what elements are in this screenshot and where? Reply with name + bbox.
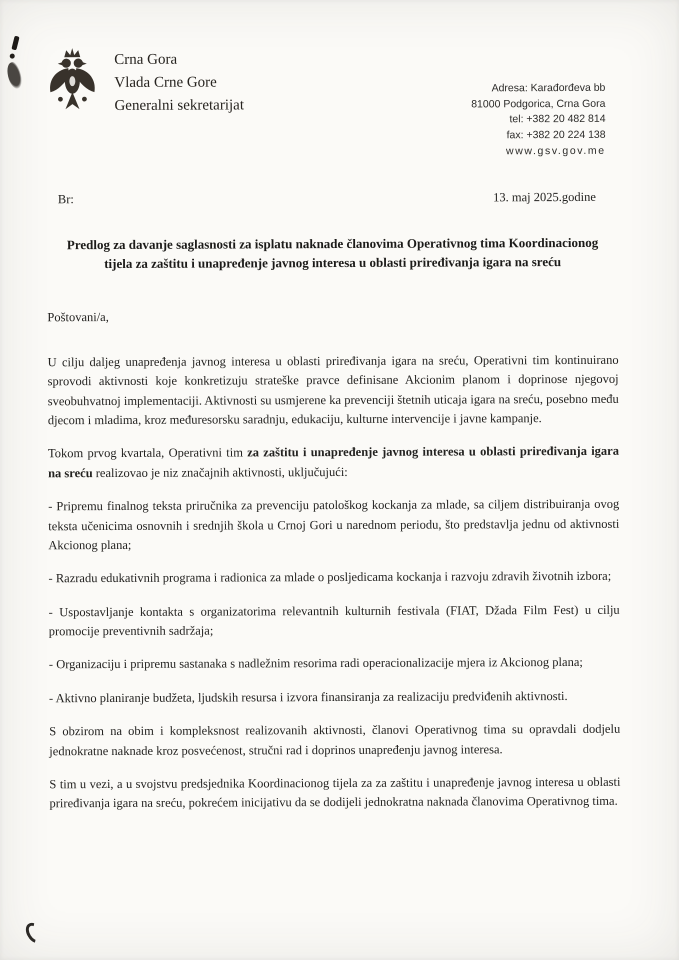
paragraph-intro: U cilju daljeg unapređenja javnog interesa u oblasti priređivanja igara na sreću, Operativni tim kontinuirano sprovodi aktivnosti koje konkretizuju strateške pravce definisane Akcionim planom i doprinose njegovoj sveobuhvatnoj implementaciji. Aktivnosti su usmjerene ka prevenciji štetnih uticaja igara na sreću, posebno među djecom i mladima, kroz međuresorsku saradnju, edukaciju, kulturne intervencije i javne kampanje. <box>47 352 619 428</box>
org-country: Crna Gora <box>114 51 178 68</box>
contact-tel: tel: +382 20 482 814 <box>509 112 606 126</box>
document-date: 13. maj 2025.godine <box>493 189 596 204</box>
contact-fax: fax: +382 20 224 138 <box>506 128 606 141</box>
list-item-handbook: - Pripremu finalnog teksta priručnika za prevenciju patološkog kockanja za mlade, sa ciljem distribuiranja ovog teksta učenicima osnovnih i srednjih škola u Crnoj Gori u narednom periodu, što predstavlja jednu od aktivnosti Akcionog plana; <box>48 496 620 553</box>
letter-body <box>47 305 620 814</box>
paragraph-activities-tail: realizovao je niz značajnih aktivnosti, uključujući: <box>92 464 348 480</box>
double-headed-eagle-icon <box>46 47 98 121</box>
paragraph-activities <box>48 442 619 483</box>
letterhead <box>46 45 617 162</box>
org-government: Vlada Crne Gore <box>114 74 217 91</box>
contact-address: Adresa: Karađorđeva bb <box>491 81 606 95</box>
paragraph-initiative: S tim u vezi, a u svojstvu predsjednika Koordinacionog tijela za za zaštitu i unapređenje javnog interesa u oblasti priređivanja igara na sreću, pokrećem inicijativu da se dodijeli jednokratna naknada članovima Operativnog tima. <box>49 774 621 811</box>
list-item-festivals: - Uspostavljanje kontakta s organizatorima relevantnih kulturnih festivala (FIAT, Džada Film Fest) u cilju promocije preventivnih sadržaja; <box>48 602 620 639</box>
reference-number-label: Br: <box>57 191 74 206</box>
org-block <box>114 46 244 118</box>
salutation: Poštovani/a, <box>47 309 109 324</box>
paragraph-justification: S obzirom na obim i kompleksnost realizovanih aktivnosti, članovi Operativnog tima su opravdali dodjelu jednokratne naknade kroz posvećenost, stručni rad i doprinos unapređenju javnog interesa. <box>49 721 621 758</box>
reference-row <box>47 189 618 206</box>
paragraph-activities-bold: za zaštitu i unapređenje javnog interesa u oblasti priređivanja igara na sreću <box>48 444 620 481</box>
document-title: Predlog za davanje saglasnosti za isplatu naknade članovima Operativnog tima Koordinacionog tijela za zaštitu i unapređenje javnog interesa u oblasti priređivanja igara na sreću <box>66 234 599 272</box>
contact-website: www.gsv.gov.me <box>506 144 606 158</box>
list-item-meetings: - Organizaciju i pripremu sastanaka s nadležnim resorima radi operacionalizacije mjera iz Akcionog plana; <box>48 655 583 672</box>
scan-artifact <box>22 920 46 947</box>
contact-city: 81000 Podgorica, Crna Gora <box>471 97 606 110</box>
list-item-budget: - Aktivno planiranje budžeta, ljudskih resursa i izvora finansiranja za realizaciju predviđenih aktivnosti. <box>49 688 568 706</box>
coat-of-arms <box>46 47 98 121</box>
paragraph-activities-lead: Tokom prvog kvartala, Operativni tim <box>47 445 248 461</box>
contact-block <box>471 81 606 160</box>
list-item-workshops: - Razradu edukativnih programa i radionica za mlade o posljedicama kockanja i razvoju zdravih životnih izbora; <box>48 569 612 586</box>
org-department: Generalni sekretarijat <box>114 97 245 114</box>
